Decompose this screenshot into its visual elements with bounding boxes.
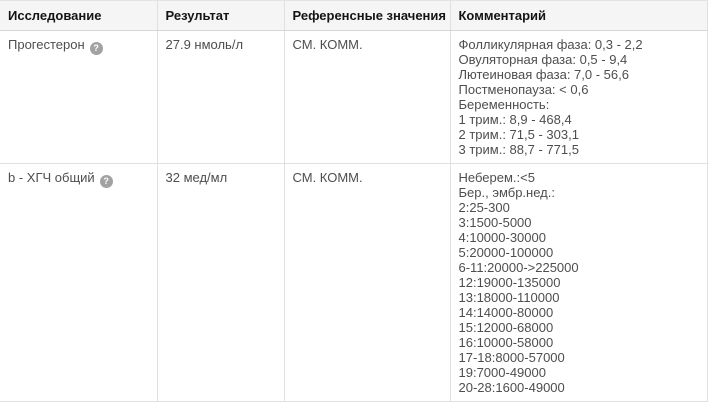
comment-line: 14:14000-80000	[458, 305, 554, 320]
comment-line: 6-11:20000->225000	[458, 260, 579, 275]
comment-line: Бер., эмбр.нед.:	[458, 185, 555, 200]
comment-line: 2 трим.: 71,5 - 303,1	[458, 127, 579, 142]
comment-line: Беременность:	[458, 97, 550, 112]
reference-cell: СМ. КОММ.	[284, 31, 450, 164]
comment-line: Неберем.:<5	[458, 170, 535, 185]
comment-line: 20-28:1600-49000	[458, 380, 565, 395]
table-row	[0, 31, 708, 164]
comment-line: Постменопауза: < 0,6	[458, 82, 589, 97]
study-name: Прогестерон	[8, 37, 85, 52]
result-cell: 32 мед/мл	[157, 164, 284, 402]
comment-line: 5:20000-100000	[458, 245, 554, 260]
comment-line: Лютеиновая фаза: 7,0 - 56,6	[458, 67, 629, 82]
header-row	[0, 1, 708, 31]
comment-line: 1 трим.: 8,9 - 468,4	[458, 112, 572, 127]
comment-cell	[450, 164, 708, 402]
comment-line: 4:10000-30000	[458, 230, 546, 245]
results-table-body	[0, 31, 708, 402]
reference-cell: СМ. КОММ.	[284, 164, 450, 402]
column-header-result: Результат	[157, 1, 284, 31]
comment-line: 15:12000-68000	[458, 320, 554, 335]
comment-line: 3:1500-5000	[458, 215, 532, 230]
table-header	[0, 1, 708, 31]
comment-line: 13:18000-110000	[458, 290, 560, 305]
comment-cell	[450, 31, 708, 164]
comment-line: 17-18:8000-57000	[458, 350, 565, 365]
column-header-study: Исследование	[0, 1, 157, 31]
column-header-comment: Комментарий	[450, 1, 708, 31]
comment-line: Овуляторная фаза: 0,5 - 9,4	[458, 52, 628, 67]
study-name: b - ХГЧ общий	[8, 170, 95, 185]
comment-line: 16:10000-58000	[458, 335, 554, 350]
result-cell: 27.9 нмоль/л	[157, 31, 284, 164]
table-row	[0, 164, 708, 402]
comment-line: 2:25-300	[458, 200, 510, 215]
study-cell	[0, 164, 157, 402]
study-cell	[0, 31, 157, 164]
help-icon[interactable]: ?	[100, 175, 113, 188]
help-icon[interactable]: ?	[90, 42, 103, 55]
comment-line: Фолликулярная фаза: 0,3 - 2,2	[458, 37, 643, 52]
comment-line: 3 трим.: 88,7 - 771,5	[458, 142, 579, 157]
column-header-reference: Референсные значения	[284, 1, 450, 31]
comment-line: 19:7000-49000	[458, 365, 546, 380]
comment-line: 12:19000-135000	[458, 275, 561, 290]
